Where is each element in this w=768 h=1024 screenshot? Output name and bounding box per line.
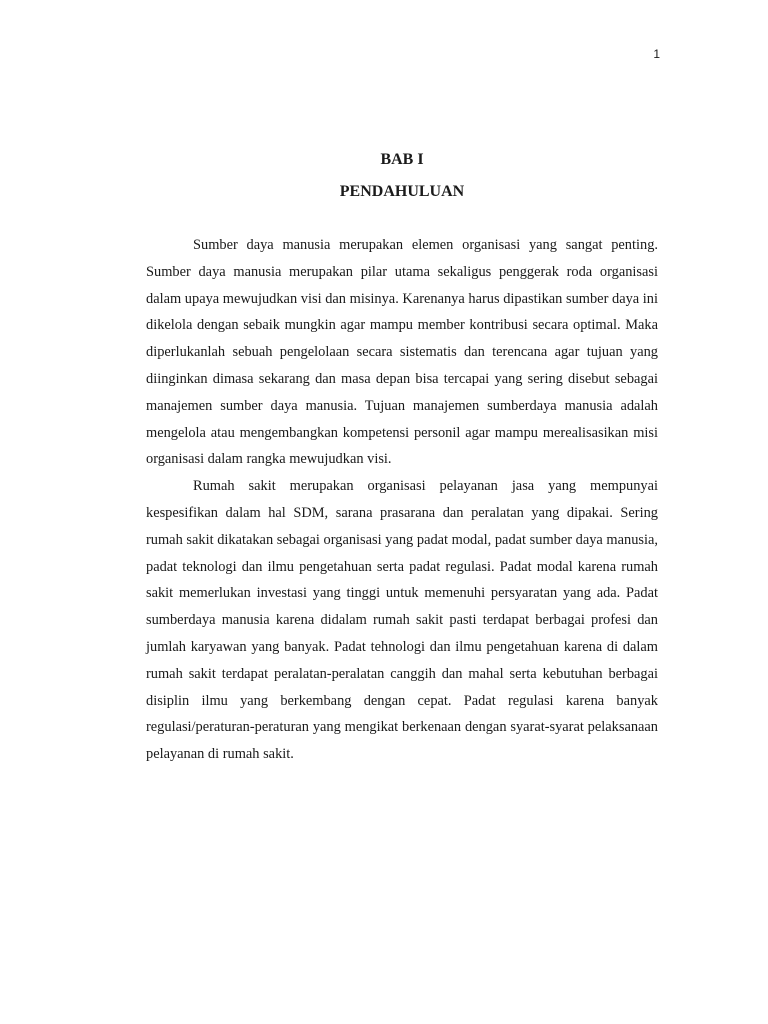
chapter-label: BAB I bbox=[380, 151, 424, 168]
chapter-title: PENDAHULUAN bbox=[339, 183, 465, 200]
page-number: 1 bbox=[653, 47, 660, 61]
body-text bbox=[146, 232, 658, 768]
chapter-heading bbox=[146, 144, 658, 208]
paragraph: Sumber daya manusia merupakan elemen organisasi yang sangat penting. Sumber daya manusia merupakan pilar utama sekaligus penggerak roda organisasi dalam upaya mewujudkan visi dan misinya. Karenanya harus dipastikan sumber daya ini dikelola dengan sebaik mungkin agar mampu member kontribusi secara optimal. Maka diperlukanlah sebuah pengelolaan secara sistematis dan terencana agar tujuan yang diinginkan dimasa sekarang dan masa depan bisa tercapai yang sering disebut sebagai manajemen sumber daya manusia. Tujuan manajemen sumberdaya manusia adalah mengelola atau mengembangkan kompetensi personil agar mampu merealisasikan misi organisasi dalam rangka mewujudkan visi. bbox=[146, 237, 658, 468]
paragraph: Rumah sakit merupakan organisasi pelayanan jasa yang mempunyai kespesifikan dalam hal SDM, sarana prasarana dan peralatan yang dipakai. Sering rumah sakit dikatakan sebagai organisasi yang padat modal, padat sumber daya manusia, padat teknologi dan ilmu pengetahuan serta padat regulasi. Padat modal karena rumah sakit memerlukan investasi yang tinggi untuk memenuhi persyaratan yang ada. Padat sumberdaya manusia karena didalam rumah sakit pasti terdapat berbagai profesi dan jumlah karyawan yang banyak. Padat tehnologi dan ilmu pengetahuan karena di dalam rumah sakit terdapat peralatan-peralatan canggih dan mahal serta kebutuhan berbagai disiplin ilmu yang berkembang dengan cepat. Padat regulasi karena banyak regulasi/peraturan-peraturan yang mengikat berkenaan dengan syarat-syarat pelaksanaan pelayanan di rumah sakit. bbox=[146, 478, 658, 763]
